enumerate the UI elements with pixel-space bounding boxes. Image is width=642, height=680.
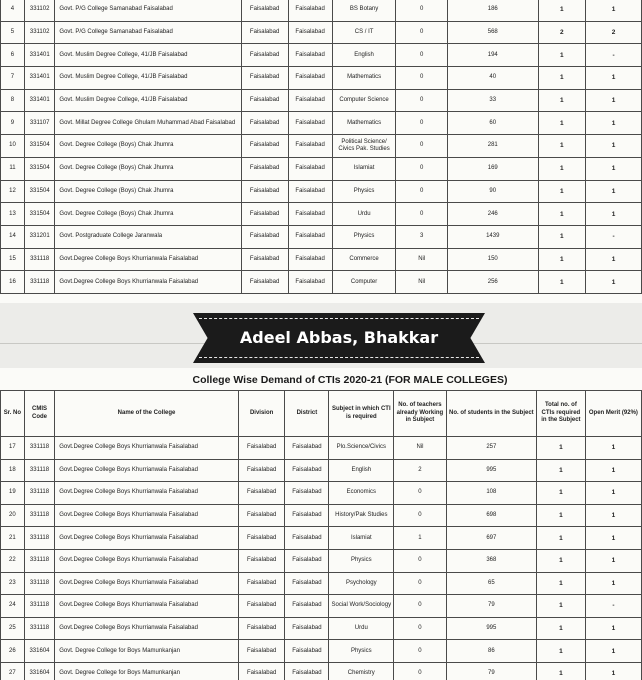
cell-subject: Islamiat (329, 527, 394, 550)
cell-teachers: 0 (396, 112, 447, 135)
cell-subject: Chemistry (329, 662, 394, 680)
cell-sr: 5 (1, 21, 25, 44)
table-header-row (1, 391, 642, 437)
cell-cmis: 331604 (24, 662, 54, 680)
cell-merit: 1 (585, 504, 641, 527)
table-row (1, 595, 642, 618)
cell-ctis: 1 (538, 157, 586, 180)
table-row (1, 112, 642, 135)
table-row (1, 180, 642, 203)
cell-district: Faisalabad (288, 112, 332, 135)
cell-ctis: 1 (538, 203, 586, 226)
header-merit: Open Merit (92%) (585, 391, 641, 437)
cell-ctis: 1 (537, 595, 586, 618)
bottom-document-page (0, 368, 642, 680)
cell-sr: 4 (1, 0, 25, 21)
header-cmis: CMIS Code (24, 391, 54, 437)
cell-sr: 20 (1, 504, 25, 527)
cell-division: Faisalabad (241, 89, 288, 112)
cell-merit: 1 (586, 180, 642, 203)
cell-teachers: 0 (394, 662, 446, 680)
cell-division: Faisalabad (238, 662, 285, 680)
cell-teachers: 0 (394, 482, 446, 505)
cell-division: Faisalabad (241, 0, 288, 21)
table-row (1, 203, 642, 226)
table-row (1, 482, 642, 505)
cell-merit: 1 (585, 662, 641, 680)
top-demand-table (0, 0, 642, 294)
cell-teachers: 0 (396, 157, 447, 180)
cell-district: Faisalabad (285, 549, 329, 572)
cell-students: 697 (446, 527, 536, 550)
cell-division: Faisalabad (238, 459, 285, 482)
cell-subject: Physics (332, 225, 396, 248)
cell-subject: Commerce (332, 248, 396, 271)
cell-teachers: Nil (396, 271, 447, 294)
cell-teachers: 0 (396, 180, 447, 203)
cell-ctis: 1 (537, 437, 586, 460)
cell-merit: 1 (585, 572, 641, 595)
cell-merit: 1 (586, 203, 642, 226)
cell-cmis: 331102 (24, 21, 55, 44)
cell-subject: Physics (329, 549, 394, 572)
cell-college: Govt. Millat Degree College Ghulam Muhammad Abad Faisalabad (55, 112, 241, 135)
cell-college: Govt.Degree College Boys Khurrianwala Faisalabad (55, 572, 239, 595)
cell-cmis: 331118 (24, 572, 54, 595)
cell-district: Faisalabad (285, 482, 329, 505)
cell-ctis: 1 (538, 180, 586, 203)
cell-cmis: 331118 (24, 248, 55, 271)
cell-students: 40 (447, 67, 538, 90)
cell-students: 33 (447, 89, 538, 112)
cell-ctis: 1 (538, 112, 586, 135)
cell-teachers: 0 (396, 44, 447, 67)
table-row (1, 89, 642, 112)
cell-district: Faisalabad (288, 135, 332, 158)
cell-subject: Social Work/Sociology (329, 595, 394, 618)
cell-cmis: 331118 (24, 437, 54, 460)
cell-cmis: 331401 (24, 44, 55, 67)
cell-sr: 9 (1, 112, 25, 135)
table-row (1, 271, 642, 294)
cell-subject: Physics (332, 180, 396, 203)
cell-students: 568 (447, 21, 538, 44)
cell-students: 281 (447, 135, 538, 158)
cell-college: Govt. P/G College Samanabad Faisalabad (55, 0, 241, 21)
cell-cmis: 331401 (24, 89, 55, 112)
table-row (1, 0, 642, 21)
cell-subject: English (332, 44, 396, 67)
cell-cmis: 331107 (24, 112, 55, 135)
cell-district: Faisalabad (285, 437, 329, 460)
cell-merit: 1 (585, 482, 641, 505)
cell-students: 86 (446, 640, 536, 663)
cell-teachers: 3 (396, 225, 447, 248)
cell-sr: 24 (1, 595, 25, 618)
cell-subject: History/Pak Studies (329, 504, 394, 527)
table-row (1, 572, 642, 595)
cell-teachers: 0 (396, 21, 447, 44)
cell-college: Govt.Degree College Boys Khurrianwala Faisalabad (55, 437, 239, 460)
cell-teachers: 0 (394, 617, 446, 640)
cell-sr: 14 (1, 225, 25, 248)
cell-students: 186 (447, 0, 538, 21)
cell-subject: Computer Science (332, 89, 396, 112)
table-row (1, 549, 642, 572)
cell-merit: 1 (586, 157, 642, 180)
cell-sr: 18 (1, 459, 25, 482)
cell-students: 150 (447, 248, 538, 271)
cell-ctis: 1 (537, 640, 586, 663)
cell-district: Faisalabad (288, 225, 332, 248)
cell-district: Faisalabad (288, 248, 332, 271)
header-ctis: Total no. of CTIs required in the Subject (537, 391, 586, 437)
cell-subject: Economics (329, 482, 394, 505)
cell-district: Faisalabad (285, 572, 329, 595)
table-row (1, 437, 642, 460)
cell-ctis: 1 (537, 572, 586, 595)
cell-division: Faisalabad (241, 180, 288, 203)
cell-sr: 25 (1, 617, 25, 640)
cell-division: Faisalabad (238, 482, 285, 505)
cell-college: Govt.Degree College Boys Khurrianwala Faisalabad (55, 549, 239, 572)
header-sr: Sr. No (1, 391, 25, 437)
cell-merit: 1 (586, 89, 642, 112)
cell-ctis: 1 (537, 662, 586, 680)
cell-merit: 1 (586, 67, 642, 90)
cell-division: Faisalabad (241, 21, 288, 44)
cell-ctis: 1 (537, 459, 586, 482)
cell-cmis: 331201 (24, 225, 55, 248)
cell-teachers: 2 (394, 459, 446, 482)
cell-students: 698 (446, 504, 536, 527)
cell-ctis: 1 (537, 482, 586, 505)
cell-merit: 1 (586, 0, 642, 21)
table-row (1, 225, 642, 248)
cell-cmis: 331504 (24, 203, 55, 226)
cell-subject: Psychology (329, 572, 394, 595)
cell-division: Faisalabad (238, 595, 285, 618)
cell-teachers: 0 (396, 0, 447, 21)
cell-ctis: 1 (538, 44, 586, 67)
cell-students: 995 (446, 459, 536, 482)
table-row (1, 157, 642, 180)
cell-merit: - (586, 225, 642, 248)
cell-ctis: 1 (538, 225, 586, 248)
cell-merit: 1 (585, 549, 641, 572)
cell-subject: Mathematics (332, 67, 396, 90)
cell-sr: 10 (1, 135, 25, 158)
cell-ctis: 1 (538, 0, 586, 21)
cell-division: Faisalabad (238, 640, 285, 663)
cell-merit: - (585, 595, 641, 618)
cell-sr: 17 (1, 437, 25, 460)
header-subject: Subject in which CTI is required (329, 391, 394, 437)
cell-district: Faisalabad (285, 617, 329, 640)
cell-district: Faisalabad (285, 527, 329, 550)
cell-subject: English (329, 459, 394, 482)
cell-division: Faisalabad (238, 572, 285, 595)
cell-college: Govt.Degree College Boys Khurrianwala Faisalabad (55, 504, 239, 527)
cell-cmis: 331118 (24, 459, 54, 482)
table-row (1, 67, 642, 90)
cell-students: 256 (447, 271, 538, 294)
cell-teachers: 0 (394, 595, 446, 618)
section-divider (0, 303, 642, 368)
cell-district: Faisalabad (288, 157, 332, 180)
cell-division: Faisalabad (238, 527, 285, 550)
cell-district: Faisalabad (288, 203, 332, 226)
cell-teachers: 0 (394, 640, 446, 663)
cell-merit: 1 (585, 617, 641, 640)
cell-sr: 27 (1, 662, 25, 680)
cell-sr: 19 (1, 482, 25, 505)
cell-ctis: 1 (537, 617, 586, 640)
cell-college: Govt.Degree College Boys Khurrianwala Faisalabad (55, 271, 241, 294)
cell-college: Govt.Degree College Boys Khurrianwala Faisalabad (55, 459, 239, 482)
cell-students: 995 (446, 617, 536, 640)
cell-students: 79 (446, 662, 536, 680)
cell-teachers: 0 (394, 504, 446, 527)
header-division: Division (238, 391, 285, 437)
cell-students: 79 (446, 595, 536, 618)
cell-teachers: 0 (394, 549, 446, 572)
cell-division: Faisalabad (238, 617, 285, 640)
cell-cmis: 331118 (24, 617, 54, 640)
cell-subject: Plo.Science/Civics (329, 437, 394, 460)
cell-college: Govt.Degree College Boys Khurrianwala Faisalabad (55, 595, 239, 618)
cell-college: Govt.Degree College Boys Khurrianwala Faisalabad (55, 482, 239, 505)
cell-district: Faisalabad (288, 44, 332, 67)
cell-college: Govt. Muslim Degree College, 41/JB Faisalabad (55, 44, 241, 67)
table-row (1, 662, 642, 680)
document-title: College Wise Demand of CTIs 2020-21 (FOR MALE COLLEGES) (192, 374, 508, 386)
cell-teachers: 0 (396, 135, 447, 158)
cell-cmis: 331504 (24, 135, 55, 158)
cell-ctis: 1 (538, 135, 586, 158)
cell-college: Govt. Degree College for Boys Mamunkanjan (55, 640, 239, 663)
table-row (1, 248, 642, 271)
cell-sr: 26 (1, 640, 25, 663)
cell-division: Faisalabad (238, 437, 285, 460)
cell-subject: Physics (329, 640, 394, 663)
cell-subject: Computer (332, 271, 396, 294)
cell-district: Faisalabad (285, 640, 329, 663)
cell-merit: 1 (586, 135, 642, 158)
cell-district: Faisalabad (285, 459, 329, 482)
bottom-demand-table (0, 390, 642, 680)
cell-merit: 1 (586, 271, 642, 294)
cell-college: Govt.Degree College Boys Khurrianwala Faisalabad (55, 248, 241, 271)
cell-subject: Political Science/ Civics Pak. Studies (332, 135, 396, 158)
cell-district: Faisalabad (288, 21, 332, 44)
cell-merit: 1 (585, 640, 641, 663)
cell-sr: 21 (1, 527, 25, 550)
table-row (1, 135, 642, 158)
cell-college: Govt. Degree College (Boys) Chak Jhumra (55, 135, 241, 158)
cell-division: Faisalabad (241, 203, 288, 226)
cell-teachers: 0 (396, 89, 447, 112)
cell-students: 368 (446, 549, 536, 572)
cell-teachers: 0 (396, 203, 447, 226)
cell-sr: 12 (1, 180, 25, 203)
cell-teachers: 0 (394, 572, 446, 595)
cell-subject: Urdu (329, 617, 394, 640)
cell-teachers: 0 (396, 67, 447, 90)
table-row (1, 527, 642, 550)
cell-subject: Urdu (332, 203, 396, 226)
cell-students: 1439 (447, 225, 538, 248)
header-teachers: No. of teachers already Working in Subject (394, 391, 446, 437)
cell-college: Govt.Degree College Boys Khurrianwala Faisalabad (55, 617, 239, 640)
cell-ctis: 2 (538, 21, 586, 44)
cell-subject: CS / IT (332, 21, 396, 44)
cell-college: Govt. Postgraduate College Jaranwala (55, 225, 241, 248)
cell-sr: 7 (1, 67, 25, 90)
table-row (1, 640, 642, 663)
header-district: District (285, 391, 329, 437)
cell-sr: 23 (1, 572, 25, 595)
cell-division: Faisalabad (241, 44, 288, 67)
cell-sr: 11 (1, 157, 25, 180)
table-row (1, 21, 642, 44)
banner-text: Adeel Abbas, Bhakkar (239, 328, 439, 347)
cell-ctis: 1 (537, 504, 586, 527)
cell-sr: 16 (1, 271, 25, 294)
cell-students: 246 (447, 203, 538, 226)
cell-ctis: 1 (538, 89, 586, 112)
cell-district: Faisalabad (288, 271, 332, 294)
cell-cmis: 331504 (24, 180, 55, 203)
cell-college: Govt. P/G College Samanabad Faisalabad (55, 21, 241, 44)
cell-merit: 1 (586, 248, 642, 271)
cell-sr: 8 (1, 89, 25, 112)
cell-cmis: 331118 (24, 482, 54, 505)
cell-division: Faisalabad (241, 248, 288, 271)
cell-college: Govt. Muslim Degree College, 41/JB Faisalabad (55, 89, 241, 112)
cell-cmis: 331118 (24, 549, 54, 572)
cell-cmis: 331401 (24, 67, 55, 90)
cell-division: Faisalabad (241, 67, 288, 90)
top-document-page (0, 0, 642, 303)
table-row (1, 459, 642, 482)
cell-ctis: 1 (538, 67, 586, 90)
cell-ctis: 1 (538, 248, 586, 271)
cell-cmis: 331102 (24, 0, 55, 21)
cell-college: Govt.Degree College Boys Khurrianwala Faisalabad (55, 527, 239, 550)
cell-college: Govt. Muslim Degree College, 41/JB Faisalabad (55, 67, 241, 90)
cell-district: Faisalabad (285, 504, 329, 527)
cell-teachers: Nil (396, 248, 447, 271)
cell-cmis: 331118 (24, 271, 55, 294)
header-college: Name of the College (55, 391, 239, 437)
cell-ctis: 1 (537, 549, 586, 572)
cell-college: Govt. Degree College (Boys) Chak Jhumra (55, 203, 241, 226)
cell-students: 194 (447, 44, 538, 67)
cell-students: 257 (446, 437, 536, 460)
cell-teachers: 1 (394, 527, 446, 550)
cell-division: Faisalabad (238, 504, 285, 527)
cell-merit: 1 (585, 437, 641, 460)
cell-sr: 6 (1, 44, 25, 67)
cell-college: Govt. Degree College (Boys) Chak Jhumra (55, 157, 241, 180)
cell-sr: 22 (1, 549, 25, 572)
cell-teachers: Nil (394, 437, 446, 460)
cell-district: Faisalabad (288, 89, 332, 112)
cell-district: Faisalabad (285, 595, 329, 618)
cell-division: Faisalabad (241, 157, 288, 180)
cell-cmis: 331504 (24, 157, 55, 180)
cell-district: Faisalabad (288, 180, 332, 203)
header-students: No. of students in the Subject (446, 391, 536, 437)
cell-subject: BS Botany (332, 0, 396, 21)
cell-district: Faisalabad (285, 662, 329, 680)
cell-cmis: 331604 (24, 640, 54, 663)
cell-sr: 13 (1, 203, 25, 226)
cell-cmis: 331118 (24, 527, 54, 550)
cell-merit: 2 (586, 21, 642, 44)
cell-students: 169 (447, 157, 538, 180)
cell-students: 60 (447, 112, 538, 135)
cell-cmis: 331118 (24, 504, 54, 527)
cell-college: Govt. Degree College for Boys Mamunkanjan (55, 662, 239, 680)
cell-district: Faisalabad (288, 0, 332, 21)
table-row (1, 504, 642, 527)
cell-division: Faisalabad (241, 225, 288, 248)
cell-ctis: 1 (537, 527, 586, 550)
cell-students: 108 (446, 482, 536, 505)
cell-students: 65 (446, 572, 536, 595)
cell-students: 90 (447, 180, 538, 203)
cell-college: Govt. Degree College (Boys) Chak Jhumra (55, 180, 241, 203)
cell-sr: 15 (1, 248, 25, 271)
cell-subject: Mathematics (332, 112, 396, 135)
cell-subject: Islamiat (332, 157, 396, 180)
cell-division: Faisalabad (241, 112, 288, 135)
cell-ctis: 1 (538, 271, 586, 294)
cell-merit: 1 (585, 527, 641, 550)
cell-division: Faisalabad (241, 271, 288, 294)
cell-merit: 1 (586, 112, 642, 135)
cell-division: Faisalabad (241, 135, 288, 158)
cell-merit: 1 (585, 459, 641, 482)
table-row (1, 617, 642, 640)
cell-cmis: 331118 (24, 595, 54, 618)
cell-merit: - (586, 44, 642, 67)
cell-division: Faisalabad (238, 549, 285, 572)
table-row (1, 44, 642, 67)
cell-district: Faisalabad (288, 67, 332, 90)
